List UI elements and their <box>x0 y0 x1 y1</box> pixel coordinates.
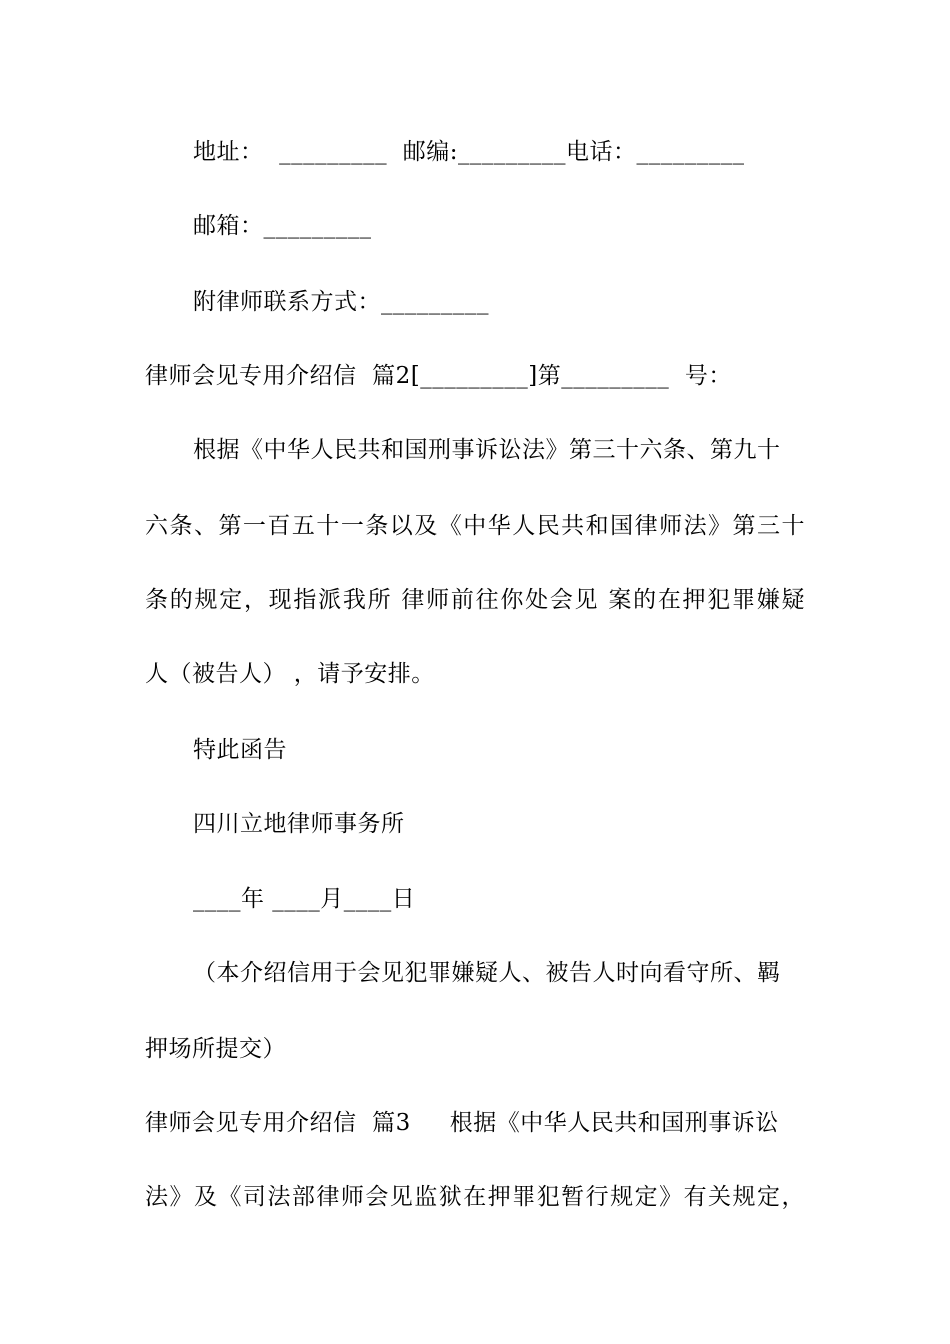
date-line: ____年 ____月____日 <box>193 886 416 912</box>
email-line: 邮箱：_________ <box>193 213 372 239</box>
body-paragraph-line-1: 根据《中华人民共和国刑事诉讼法》第三十六条、第九十 <box>193 437 781 463</box>
body-paragraph-line-4: 人（被告人） ，请予安排。 <box>145 661 435 687</box>
note-line-2: 押场所提交） <box>145 1036 286 1062</box>
body-paragraph-line-2: 六条、第一百五十一条以及《中华人民共和国律师法》第三十 <box>145 513 805 539</box>
address-contact-line: 地址： _________ 邮编:_________电话：_________ <box>193 139 745 165</box>
lawyer-contact-line: 附律师联系方式：_________ <box>193 289 489 315</box>
section-heading-2: 律师会见专用介绍信 篇2[_________]第_________ 号： <box>145 363 732 389</box>
body-paragraph-line-3: 条的规定，现指派我所 律师前往你处会见 案的在押犯罪嫌疑 <box>145 587 805 613</box>
section-3-body-line: 法》及《司法部律师会见监狱在押罪犯暂行规定》有关规定， <box>145 1184 805 1210</box>
note-line-1: （本介绍信用于会见犯罪嫌疑人、被告人时向看守所、羁 <box>193 960 781 986</box>
closing-phrase: 特此函告 <box>193 737 287 763</box>
law-firm-name: 四川立地律师事务所 <box>193 811 405 837</box>
section-heading-3: 律师会见专用介绍信 篇3 根据《中华人民共和国刑事诉讼 <box>145 1110 779 1136</box>
